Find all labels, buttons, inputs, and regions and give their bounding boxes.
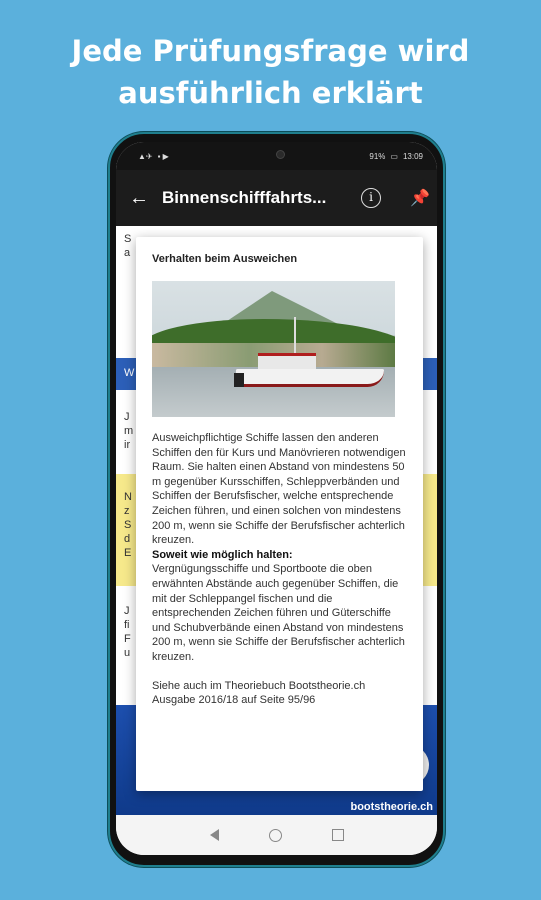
- app-bar-title: Binnenschifffahrts...: [162, 188, 327, 207]
- app-bar: [116, 170, 437, 226]
- promo-headline: [0, 30, 541, 114]
- dialog-title: Verhalten beim Ausweichen: [152, 253, 298, 265]
- explanation-dialog: [136, 237, 423, 791]
- system-nav-bar: [116, 815, 437, 855]
- status-icons-left: [138, 152, 169, 161]
- status-icons-right: [369, 152, 423, 161]
- battery-level: 91%: [369, 151, 386, 161]
- background-text-fragment: N z S d E: [124, 491, 132, 559]
- clock: 13:09: [402, 151, 423, 161]
- explanation-paragraph: Vergnügungsschiffe und Sportboote die oben erwähnten Abstände auch gegenüber Schiffen, die mit der Schleppangel fischen und die entsprechenden Zeichen führen und Güterschiffe und Schubverbände einen Abstand von mindestens 200 m, wenn sie Schiffe der Berufsfischer achterlich kreuzen.: [152, 563, 405, 663]
- info-icon[interactable]: i: [361, 188, 381, 208]
- background-text-fragment: S a: [124, 233, 132, 259]
- background-text-fragment: J m ir: [124, 411, 134, 451]
- nav-home-icon[interactable]: [269, 829, 282, 842]
- phone-screen: [116, 142, 437, 855]
- pin-icon[interactable]: 📌: [410, 190, 430, 207]
- nav-back-icon[interactable]: [210, 829, 219, 841]
- book-reference: Siehe auch im Theoriebuch Bootstheorie.ch Ausgabe 2016/18 auf Seite 95/96: [152, 679, 366, 707]
- dialog-body: [152, 431, 407, 708]
- phone-frame: [108, 132, 445, 867]
- status-bar: [116, 142, 437, 170]
- explanation-subheading: Soweit wie möglich halten:: [152, 548, 293, 561]
- background-answer-label: W: [124, 367, 135, 379]
- nav-recents-icon[interactable]: [332, 829, 344, 841]
- footer-brand-label: bootstheorie.ch: [350, 801, 433, 813]
- front-camera: [276, 150, 285, 159]
- promo-headline-line2: ausführlich erklärt: [118, 76, 423, 110]
- arrow-left-icon[interactable]: ←: [129, 186, 149, 209]
- motorboat-photo: [152, 281, 395, 417]
- explanation-paragraph: Ausweichpflichtige Schiffe lassen den anderen Schiffen den für Kurs und Manövrieren notwendigen Raum. Sie halten einen Abstand von mindestens 50 m gegenüber Kursschiffen, Schleppverbänden und Schiffen der Berufsfischer, welche entsprechende Zeichen führen, und einen solchen von mindestens 200 m, wenn sie Schiffe der Berufsfischer achterlich kreuzen.: [152, 432, 406, 547]
- promo-headline-line1: Jede Prüfungsfrage wird: [71, 34, 470, 68]
- background-text-fragment: J fi F u: [124, 605, 131, 659]
- notification-icons: ▪ ▶: [157, 151, 169, 161]
- signal-icon: ▲✈: [138, 151, 153, 161]
- battery-icon: ▭: [390, 151, 398, 161]
